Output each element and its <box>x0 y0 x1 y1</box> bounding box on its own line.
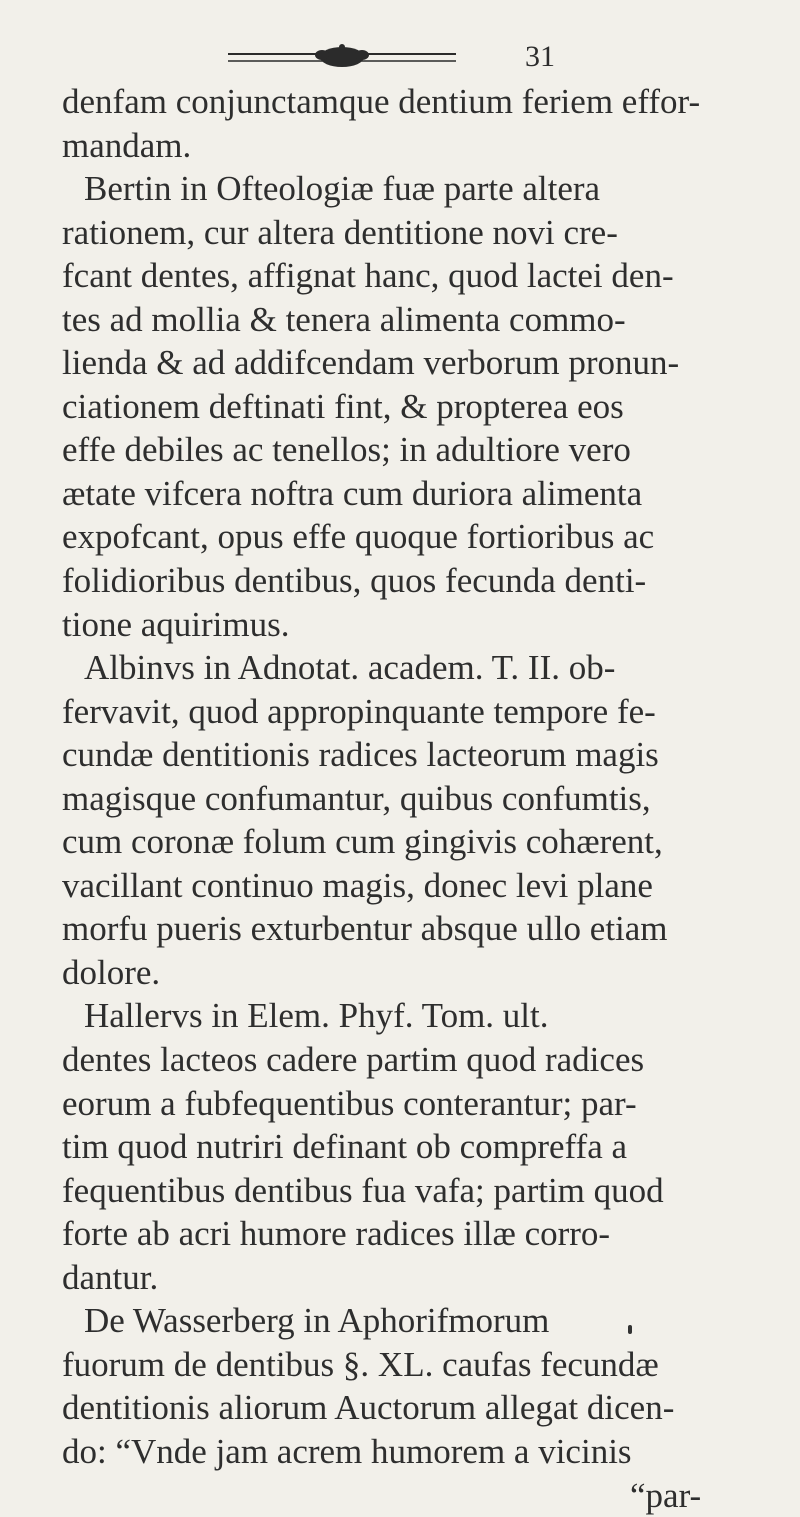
text-line: fcant dentes, affignat hanc, quod lactei den- <box>62 254 774 298</box>
text-line: fervavit, quod appropinquante tempore fe- <box>62 690 774 734</box>
text-line: do: “Vnde jam acrem humorem a vicinis <box>62 1430 774 1474</box>
body-text <box>62 80 774 1517</box>
text-line: cundæ dentitionis radices lacteorum magis <box>62 733 774 777</box>
header-ornament-icon <box>228 44 456 70</box>
text-line: effe debiles ac tenellos; in adultiore vero <box>62 428 774 472</box>
text-line: cum coronæ folum cum gingivis cohærent, <box>62 820 774 864</box>
text-line: magisque confumantur, quibus confumtis, <box>62 777 774 821</box>
text-line: dantur. <box>62 1256 774 1300</box>
text-line: eorum a fubfequentibus conterantur; par- <box>62 1082 774 1126</box>
text-line: tes ad mollia & tenera alimenta commo- <box>62 298 774 342</box>
text-line: tione aquirimus. <box>62 603 774 647</box>
text-line: expofcant, opus effe quoque fortioribus ac <box>62 515 774 559</box>
text-line: dentitionis aliorum Auctorum allegat dicen- <box>62 1386 774 1430</box>
text-line: folidioribus dentibus, quos fecunda denti- <box>62 559 774 603</box>
text-line: morfu pueris exturbentur absque ullo etiam <box>62 907 774 951</box>
text-line: fequentibus dentibus fua vafa; partim quod <box>62 1169 774 1213</box>
text-line: dolore. <box>62 951 774 995</box>
text-line: fuorum de dentibus §. XL. caufas fecundæ <box>62 1343 774 1387</box>
page-header <box>0 40 800 80</box>
text-line: ætate vifcera noftra cum duriora alimenta <box>62 472 774 516</box>
text-line: Bertin in Ofteologiæ fuæ parte altera <box>62 167 774 211</box>
text-line: Hallervs in Elem. Phyf. Tom. ult. <box>62 994 774 1038</box>
catchword: “par- <box>62 1474 774 1517</box>
text-line: ciationem deftinati fint, & propterea eos <box>62 385 774 429</box>
text-line: vacillant continuo magis, donec levi plane <box>62 864 774 908</box>
text-line: lienda & ad addifcendam verborum pronun- <box>62 341 774 385</box>
text-line: Albinvs in Adnotat. academ. T. II. ob- <box>62 646 774 690</box>
text-line: denfam conjunctamque dentium feriem effor- <box>62 80 774 124</box>
text-line: De Wasserberg in Aphorifmorum <box>62 1299 774 1343</box>
page-number: 31 <box>525 40 555 74</box>
text-line: forte ab acri humore radices illæ corro- <box>62 1212 774 1256</box>
text-line: tim quod nutriri definant ob compreffa a <box>62 1125 774 1169</box>
text-line: dentes lacteos cadere partim quod radices <box>62 1038 774 1082</box>
text-line: rationem, cur altera dentitione novi cre- <box>62 211 774 255</box>
text-line: mandam. <box>62 124 774 168</box>
ink-speck <box>628 1325 632 1334</box>
